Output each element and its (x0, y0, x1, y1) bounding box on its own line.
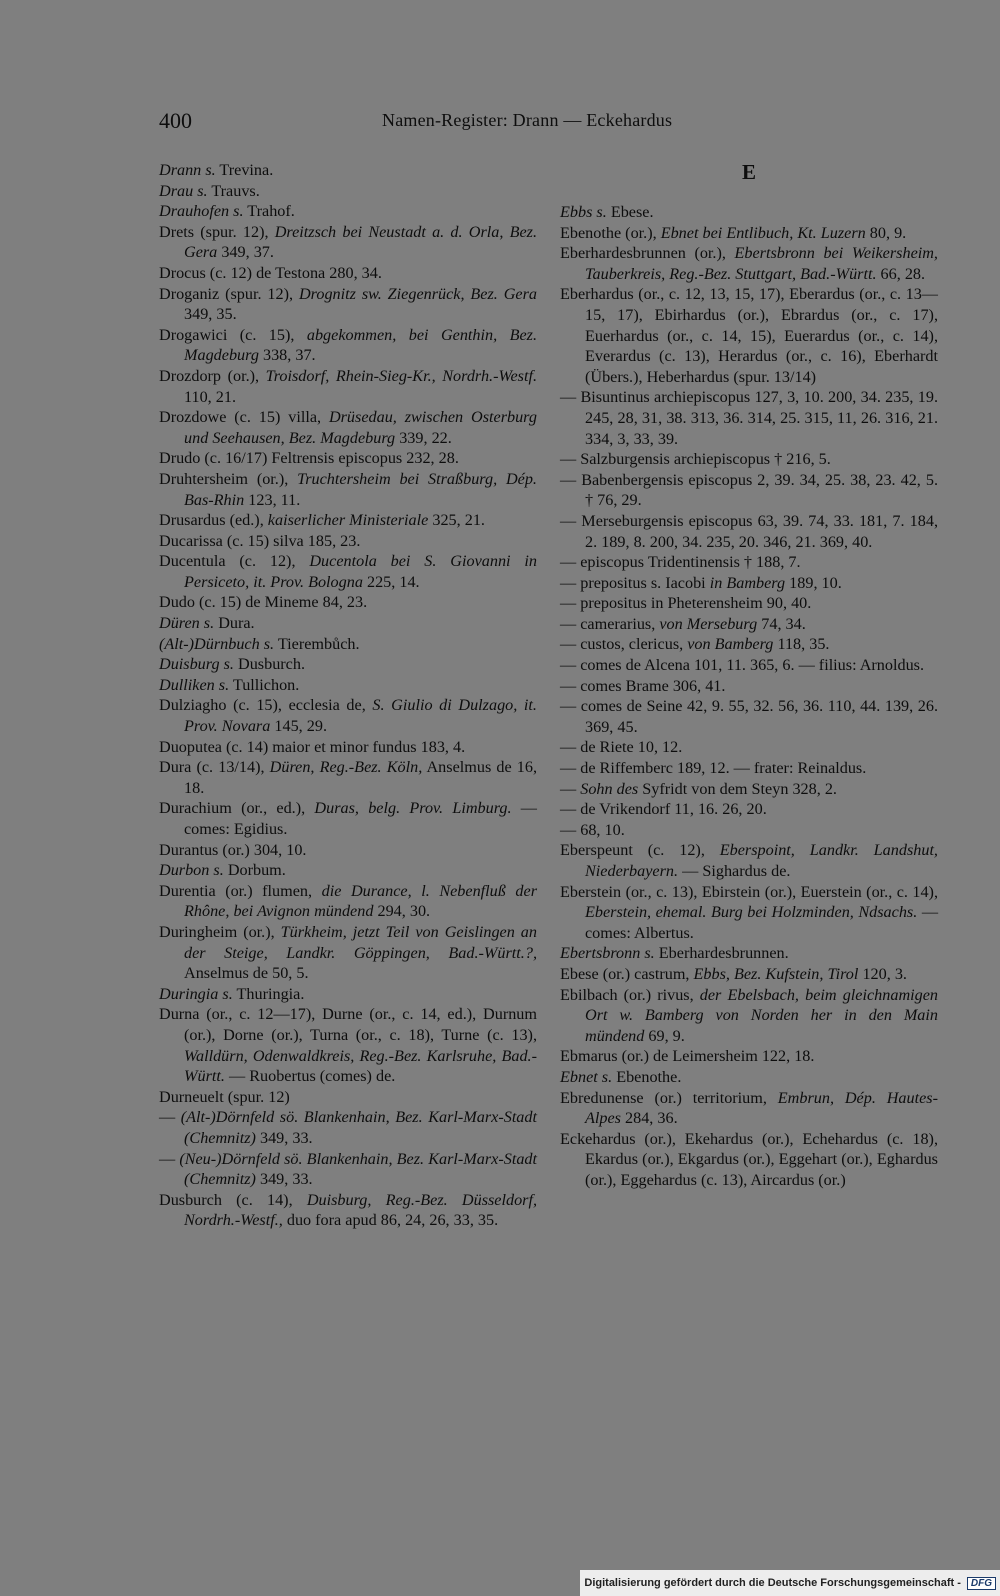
index-entry (560, 758, 938, 779)
footer-bar (580, 1570, 1000, 1596)
index-entry (159, 675, 537, 696)
entry-segment: (Alt-)Dürnbuch s. (159, 634, 275, 653)
index-entry (560, 1129, 938, 1191)
index-entry (159, 1004, 537, 1086)
entry-segment: Duras, belg. Prov. Limburg. (314, 799, 512, 818)
entry-segment: Dudo (c. 15) de Mineme 84, 23. (159, 593, 368, 612)
entry-segment: 80, 9. (865, 223, 907, 242)
index-entry (159, 1087, 537, 1108)
entry-segment: — de Riffemberc 189, 12. — frater: Reinaldus. (560, 759, 867, 778)
entry-segment: Anselmus de 16, 18. (184, 758, 537, 797)
index-entry (560, 964, 938, 985)
entry-segment: Duringheim (or.), (159, 922, 281, 941)
entry-segment: Eberspeunt (c. 12), (560, 841, 720, 860)
index-entry (159, 407, 537, 448)
index-entry (159, 263, 537, 284)
entry-segment: der Ebelsbach, beim gleichnamigen Ort w. Bamberg von Norden her in den Main mündend (585, 985, 938, 1045)
index-entry (560, 882, 938, 944)
index-entry (560, 820, 938, 841)
entry-segment: 189, 10. (785, 573, 842, 592)
entry-segment: Eberstein, ehemal. Burg bei Holzminden, Ndsachs. (585, 903, 918, 922)
dfg-logo: DFG (967, 1577, 996, 1590)
entry-segment: (Neu-)Dörnfeld sö. Blankenhain, Bez. Karl-Marx-Stadt (Chemnitz) (179, 1149, 538, 1189)
entry-segment: Durna (or., c. 12—17), Durne (or., c. 14, ed.), Durnum (or.), Dorne (or.), Turna (or., c. 18), Turne (c. 13), (159, 1005, 537, 1044)
entry-segment: Durneuelt (spur. 12) (159, 1087, 290, 1106)
entry-segment: — (560, 779, 581, 798)
entry-segment: — custos, clericus, (560, 635, 688, 654)
entry-segment: — (159, 1108, 181, 1127)
entry-segment: Ebertsbronn bei Weikersheim, Tauberkreis, Reg.-Bez. Stuttgart, Bad.-Württ. (585, 244, 938, 283)
index-entry (560, 737, 938, 758)
index-entry (159, 881, 537, 922)
index-entry (560, 470, 938, 511)
entry-segment: Drauhofen s. (159, 202, 244, 221)
entry-segment: 123, 11. (244, 490, 301, 509)
entry-segment: — Salzburgensis archiepiscopus † 216, 5. (560, 450, 831, 469)
index-entry (560, 655, 938, 676)
entry-segment: Drozdowe (c. 15) villa, (159, 408, 329, 427)
entry-segment: — comes de Seine 42, 9. 55, 32. 56, 36. 110, 44. 139, 26. 369, 45. (560, 697, 938, 736)
entry-segment: in Bamberg (709, 573, 786, 592)
entry-segment: Ebese. (606, 203, 654, 221)
entry-segment: 120, 3. (858, 964, 907, 983)
entry-segment: 145, 29. (270, 717, 327, 736)
index-entry (159, 366, 537, 407)
entry-segment: Ebnet bei Entlibuch, Kt. Luzern (660, 223, 866, 242)
index-entry (159, 654, 537, 675)
index-entry (560, 223, 938, 244)
index-entry (560, 593, 938, 614)
entry-segment: 118, 35. (773, 635, 830, 654)
entry-segment: 110, 21. (184, 387, 237, 406)
index-entry (560, 1067, 938, 1088)
entry-segment: Düren, Reg.-Bez. Köln, (269, 758, 423, 777)
entry-segment: Duringia s. (159, 984, 233, 1003)
index-entry (159, 592, 537, 613)
entry-segment: Drocus (c. 12) de Testona 280, 34. (159, 263, 382, 282)
index-entry (560, 573, 938, 594)
index-entry (159, 634, 537, 655)
entry-segment: Duoputea (c. 14) maior et minor fundus 183, 4. (159, 737, 466, 756)
entry-segment: — Bisuntinus archiepiscopus 127, 3, 10. 200, 34. 235, 19. 245, 28, 31, 38. 313, 36. 314, 25. 315, 11, 26. 316, 21. 334, 3, 33, 39. (560, 388, 938, 448)
entry-segment: Anselmus de 50, 5. (184, 964, 309, 983)
section-letter: E (741, 160, 756, 184)
index-entry (159, 510, 537, 531)
entry-segment: Drann s. (159, 161, 216, 179)
entry-segment: Dreitzsch bei Neustadt a. d. Orla, Bez. Gera (184, 222, 537, 262)
entry-segment: Droganiz (spur. 12), (159, 284, 299, 303)
entry-segment: 349, 33. (255, 1170, 313, 1189)
entry-segment: Ebertsbronn s. (560, 944, 655, 963)
index-entry (159, 160, 537, 181)
entry-segment: Dura. (214, 614, 255, 633)
entry-segment: Eberhardesbrunnen (or.), (560, 244, 735, 263)
entry-segment: — comes: Egidius. (184, 799, 537, 838)
entry-segment: 294, 30. (373, 902, 431, 921)
index-entry (560, 202, 938, 223)
entry-segment: — Ruobertus (comes) de. (224, 1067, 396, 1086)
entry-segment: Trauvs. (207, 181, 260, 200)
entry-segment: 74, 34. (757, 614, 806, 633)
index-entry (159, 737, 537, 758)
index-entry (560, 1088, 938, 1129)
entry-segment: Eberspoint, Landkr. Landshut, Niederbayern. (585, 841, 938, 880)
index-entry (560, 243, 938, 284)
index-entry (159, 1190, 537, 1231)
index-entry (560, 614, 938, 635)
entry-segment: Ducentula (c. 12), (159, 552, 310, 571)
entry-segment: Drogawici (c. 15), (159, 325, 307, 344)
index-entry (159, 551, 537, 592)
entry-segment: Durentia (or.) flumen, (159, 881, 322, 900)
index-entry (159, 860, 537, 881)
entry-segment: Durantus (or.) 304, 10. (159, 840, 307, 859)
entry-segment: Durbon s. (159, 861, 224, 880)
entry-segment: — de Riete 10, 12. (560, 738, 683, 757)
index-entry (159, 922, 537, 984)
entry-segment: Drusardus (ed.), (159, 511, 268, 530)
index-entry (560, 387, 938, 449)
entry-segment: — prepositus s. Iacobi (560, 573, 710, 592)
entry-segment: Ducarissa (c. 15) silva 185, 23. (159, 531, 361, 550)
entry-segment: Sohn des (580, 779, 639, 798)
entry-segment: Drau s. (159, 181, 208, 200)
entry-segment: — Babenbergensis episcopus 2, 39. 34, 25. 38, 23. 42, 5. † 76, 29. (560, 470, 938, 510)
entry-segment: Ebnet s. (560, 1067, 613, 1086)
entry-segment: — comes Brame 306, 41. (560, 676, 726, 695)
index-entry (560, 799, 938, 820)
index-entry (560, 284, 938, 387)
index-entry (560, 634, 938, 655)
entry-segment: Ebenothe. (612, 1067, 682, 1086)
entry-segment: Troisdorf, Rhein-Sieg-Kr., Nordrh.-Westf. (265, 366, 537, 385)
index-entry (159, 325, 537, 366)
left-column (159, 160, 537, 1231)
entry-segment: Dusburch (c. 14), (159, 1190, 307, 1209)
entry-segment: Dulliken s. (159, 675, 230, 694)
entry-segment: — prepositus in Pheterensheim 90, 40. (560, 594, 812, 613)
index-entry (159, 201, 537, 222)
index-entry (159, 181, 537, 202)
entry-segment: Ebbs, Bez. Kufstein, Tirol (693, 964, 859, 983)
entry-segment: Drognitz sw. Ziegenrück, Bez. Gera (298, 284, 537, 303)
entry-segment: Truchtersheim bei Straßburg, Dép. Bas-Rhin (184, 469, 537, 509)
entry-segment: Walldürn, Odenwaldkreis, Reg.-Bez. Karlsruhe, Bad.-Württ. (184, 1046, 537, 1086)
entry-segment: Tierembůch. (274, 634, 360, 653)
entry-segment: — comes de Alcena 101, 11. 365, 6. — filius: Arnoldus. (560, 656, 925, 675)
entry-segment: 225, 14. (362, 572, 420, 591)
entry-segment: Trahof. (243, 202, 295, 221)
entry-segment: Dulziagho (c. 15), ecclesia de, (159, 696, 373, 715)
entry-segment: 349, 37. (217, 243, 274, 262)
entry-segment: 339, 22. (395, 428, 452, 447)
entry-segment: die Durance, l. Nebenfluß der Rhône, bei Avignon mündend (184, 881, 538, 921)
entry-segment: Druhtersheim (or.), (159, 469, 298, 488)
entry-segment: — episcopus Tridentinensis † 188, 7. (560, 553, 801, 572)
entry-segment: — Merseburgensis episcopus 63, 39. 74, 33. 181, 7. 184, 2. 189, 8. 200, 34. 235, 20. 346, 21. 369, 40. (560, 511, 938, 551)
entry-segment: kaiserlicher Ministeriale (267, 511, 429, 530)
entry-segment: Eberhardesbrunnen. (654, 944, 789, 963)
index-entry (560, 943, 938, 964)
index-entry (560, 1046, 938, 1067)
footer-text: Digitalisierung gefördert durch die Deutsche Forschungsgemeinschaft - (584, 1577, 961, 1589)
entry-segment: Ebilbach (or.) rivus, (560, 985, 700, 1004)
entry-segment: Drudo (c. 16/17) Feltrensis episcopus 232, 28. (159, 449, 459, 468)
index-entry (159, 757, 537, 798)
index-entry (159, 222, 537, 263)
entry-segment: Durachium (or., ed.), (159, 799, 315, 818)
entry-segment: Düren s. (159, 614, 215, 633)
entry-segment: von Merseburg (659, 614, 758, 633)
entry-segment: 69, 9. (644, 1026, 685, 1045)
index-entry (560, 779, 938, 800)
index-entry (560, 511, 938, 552)
index-entry (159, 531, 537, 552)
index-entry (560, 985, 938, 1047)
index-entry (560, 552, 938, 573)
right-column (560, 160, 938, 1191)
index-entry (159, 695, 537, 736)
index-entry (560, 696, 938, 737)
index-entry (159, 840, 537, 861)
entry-segment: — de Vrikendorf 11, 16. 26, 20. (560, 800, 767, 819)
entry-segment: 338, 37. (258, 346, 316, 365)
entry-segment: Eberstein (or., c. 13), Ebirstein (or.), Euerstein (or., c. 14), (560, 882, 938, 901)
entry-segment: Syfridt von dem Steyn 328, 2. (638, 779, 837, 798)
right-entries (560, 202, 938, 1191)
index-entry (159, 613, 537, 634)
entry-segment: Dorbum. (223, 861, 286, 880)
entry-segment: 284, 36. (620, 1109, 678, 1128)
index-entry (159, 284, 537, 325)
entry-segment: Drets (spur. 12), (159, 222, 275, 241)
entry-segment: abgekommen, bei Genthin, Bez. Magdeburg (184, 325, 537, 365)
entry-segment: 349, 33. (255, 1128, 313, 1147)
entry-segment: 349, 35. (184, 305, 237, 324)
entry-segment: Ebese (or.) castrum, (560, 964, 694, 983)
entry-segment: 325, 21. (428, 511, 485, 530)
entry-segment: Duisburg, Reg.-Bez. Düsseldorf, Nordrh.-Westf., (184, 1190, 538, 1230)
index-entry (159, 1107, 537, 1148)
entry-segment: Dusburch. (233, 655, 306, 674)
entry-segment: — camerarius, (560, 614, 660, 633)
entry-segment: Eberhardus (or., c. 12, 13, 15, 17), Eberardus (or., c. 13—15, 17), Ebirhardus (or.), Ebrardus (or., c. 17), Euerhardus (or., c. 14, 15), Euerardus (or., c. 14), Everardus (c. 13), Herardus (or., c. 16), Eberhardt (Übers.), Heberhardus (spur. 13/14) (560, 285, 938, 386)
running-head: Namen-Register: Drann — Eckehardus (382, 110, 673, 130)
entry-segment: Ebredunense (or.) territorium, (560, 1088, 778, 1107)
index-entry (159, 448, 537, 469)
entry-segment: von Bamberg (687, 635, 774, 654)
entry-segment: — Sighardus de. (678, 862, 791, 880)
entry-segment: Ebenothe (or.), (560, 223, 661, 242)
index-entry (159, 798, 537, 839)
entry-segment: Ebbs s. (560, 203, 607, 221)
index-entry (560, 840, 938, 881)
entry-segment: 66, 28. (876, 264, 926, 283)
entry-segment: Türkheim, jetzt Teil von Geislingen an der Steige, Landkr. Göppingen, Bad.-Württ.?, (184, 922, 537, 962)
entry-segment: Thuringia. (232, 984, 305, 1003)
entry-segment: — comes: Albertus. (585, 903, 938, 942)
entry-segment: Ebmarus (or.) de Leimersheim 122, 18. (560, 1047, 815, 1066)
entry-segment: (Alt-)Dörnfeld sö. Blankenhain, Bez. Karl-Marx-Stadt (Chemnitz) (180, 1108, 537, 1147)
entry-segment: Eckehardus (or.), Ekehardus (or.), Echehardus (c. 18), Ekardus (or.), Ekgardus (or.), Eggehart (or.), Eghardus (or.), Eggehardus (c. 13), Aircardus (or.) (560, 1129, 938, 1189)
index-entry (560, 676, 938, 697)
entry-segment: Drüsedau, zwischen Osterburg und Seehausen, Bez. Magdeburg (184, 408, 537, 447)
entry-segment: Tullichon. (229, 675, 300, 694)
page-number: 400 (159, 108, 192, 133)
entry-segment: Drozdorp (or.), (159, 366, 266, 385)
entry-segment: duo fora apud 86, 24, 26, 33, 35. (282, 1211, 499, 1230)
entry-segment: Duisburg s. (159, 655, 234, 674)
entry-segment: — (159, 1149, 180, 1168)
entry-segment: Embrun, Dép. Hautes-Alpes (585, 1088, 938, 1128)
entry-segment: S. Giulio di Dulzago, it. Prov. Novara (184, 696, 537, 736)
index-entry (159, 1149, 537, 1190)
entry-segment: Dura (c. 13/14), (159, 758, 270, 777)
entry-segment: Trevina. (215, 161, 274, 179)
entry-segment: Ducentola bei S. Giovanni in Persiceto, it. Prov. Bologna (184, 552, 537, 591)
index-entry (560, 449, 938, 470)
index-entry (159, 469, 537, 510)
index-entry (159, 984, 537, 1005)
entry-segment: — 68, 10. (560, 820, 625, 839)
